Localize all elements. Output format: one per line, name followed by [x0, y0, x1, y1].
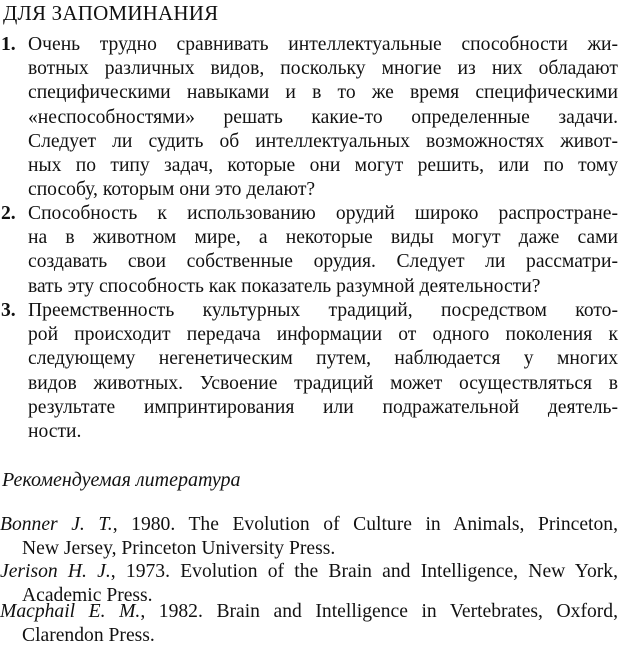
reference-first-line: [0, 560, 618, 584]
question-line: Очень трудно сравнивать интеллектуальные способности жи-: [0, 33, 618, 57]
reference-continuation: Clarendon Press.: [0, 624, 618, 647]
question-line: специфическими навыками и в то же время специфическими: [0, 81, 618, 105]
reference-continuation: Academic Press.: [0, 584, 618, 608]
question-line: «неспособностями» решать какие-то определенные задачи.: [0, 106, 618, 130]
reference-entry: [0, 600, 618, 647]
review-question-2: [0, 202, 618, 299]
reference-first-line: [0, 513, 618, 537]
question-line: создавать свои собственные орудия. Следует ли рассматри-: [0, 250, 618, 274]
review-question-3: [0, 299, 618, 444]
reference-first-line: [0, 600, 618, 624]
question-line: Преемственность культурных традиций, посредством кото-: [0, 299, 618, 323]
question-line: Следует ли судить об интеллектуальных возможностях живот-: [0, 130, 618, 154]
reference-details: , 1973. Evolution of the Brain and Intelligence, New York,: [111, 561, 618, 582]
question-number: 3.: [1, 299, 16, 323]
question-line: вать эту способность как показатель разумной деятельности?: [0, 275, 618, 299]
question-line: ных по типу задач, которые они могут решить, или по тому: [0, 154, 618, 178]
reference-continuation: New Jersey, Princeton University Press.: [0, 537, 618, 561]
section-heading: ДЛЯ ЗАПОМИНАНИЯ: [3, 1, 218, 25]
question-line: ности.: [0, 420, 618, 444]
question-line: вотных различных видов, поскольку многие из них обладают: [0, 57, 618, 81]
reference-details: , 1980. The Evolution of Culture in Animals, Princeton,: [113, 514, 618, 535]
question-line: Способность к использованию орудий широко распростране-: [0, 202, 618, 226]
reference-author: Macphail E. M.: [0, 601, 140, 622]
reference-entry: [0, 513, 618, 560]
question-line: видов животных. Усвоение традиций может осуществляться в: [0, 372, 618, 396]
question-number: 2.: [1, 202, 16, 226]
reference-author: Bonner J. T.: [0, 514, 113, 535]
question-line: рой происходит передача информации от одного поколения к: [0, 323, 618, 347]
references-heading: Рекомендуемая литература: [2, 468, 241, 492]
reference-details: , 1982. Brain and Intelligence in Vertebrates, Oxford,: [140, 601, 618, 622]
question-line: результате импринтирования или подражательной деятель-: [0, 396, 618, 420]
reference-author: Jerison H. J.: [0, 561, 111, 582]
question-line: способу, которым они это делают?: [0, 178, 618, 202]
review-question-1: [0, 33, 618, 202]
question-line: следующему негенетическим путем, наблюдается у многих: [0, 347, 618, 371]
question-number: 1.: [1, 33, 16, 57]
question-line: на в животном мире, а некоторые виды могут даже сами: [0, 226, 618, 250]
